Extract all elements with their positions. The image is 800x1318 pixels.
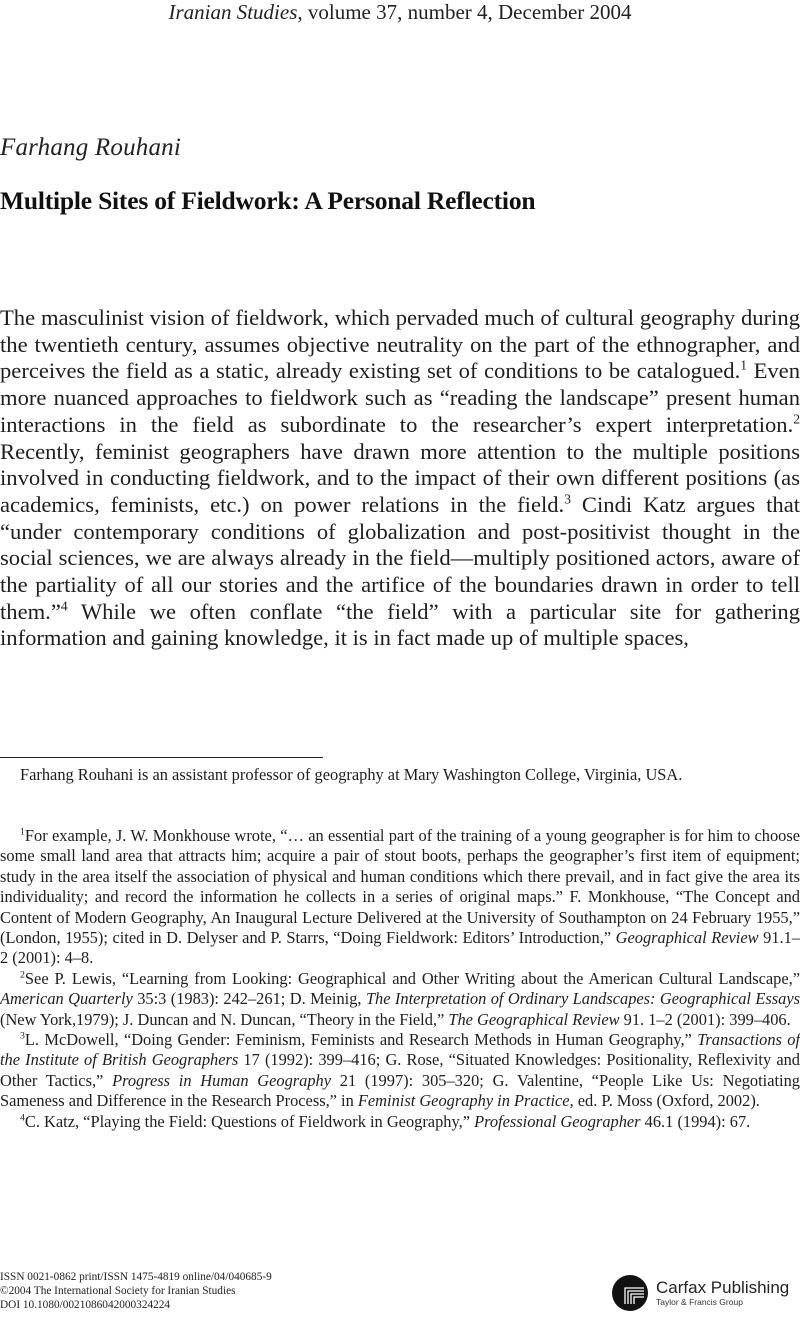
footnote-text: (New York,1979); J. Duncan and N. Duncan, “Theory in the Field,” [0, 1009, 449, 1029]
article-title: Multiple Sites of Fieldwork: A Personal Reflection [0, 186, 536, 215]
footnote-italic: Transactions of the Institute of British Geographers [0, 1030, 800, 1070]
journal-name: Iranian Studies [168, 0, 298, 24]
footnote-2 [0, 969, 800, 1030]
footnote-italic: Geographical Review [615, 928, 759, 948]
affiliation-text: Farhang Rouhani is an assistant professor of geography at Mary Washington College, Virginia, USA. [20, 765, 683, 784]
body-text [0, 305, 800, 652]
colophon [0, 1271, 272, 1312]
footnote-text: 21 (1997): 305–320; G. Valentine, “People Like Us: Negotiating Sameness and Difference in the Research Process,” in [0, 1070, 800, 1111]
footnote-italic: Progress in Human Geography [112, 1070, 332, 1090]
footnote-ref-1[interactable]: 1 [740, 357, 748, 373]
body-text-segment: Recently, feminist geographers have drawn more attention to the multiple positions involved in conducting fieldwork, and to the impact of their own different positions (as academics, feminists, etc.) on power relations in the field. [0, 438, 800, 517]
footnote-1 [0, 826, 800, 969]
doi-line: DOI 10.1080/0021086042000324224 [0, 1298, 171, 1311]
footnote-italic: American Quarterly [0, 989, 133, 1009]
footnote-number: 3 [20, 1030, 25, 1042]
footnote-text: For example, J. W. Monkhouse wrote, “… an essential part of the training of a young geographer is for him to choose some small land area that attracts him; acquire a pair of stout boots, perhaps the geographer’s first item of equipment; study in the area itself the association of physical and human conditions which there prevail, and in fact give the area its individuality; and record the information he collects in a series of original maps.” F. Monkhouse, “The Concept and Content of Modern Geography, An Inaugural Lecture Delivered at the University of Southampton on 24 February 1955,” (London, 1955); cited in D. Delyser and P. Starrs, “Doing Fieldwork: Editors’ Introduction,” [0, 826, 800, 948]
footnote-number: 1 [20, 826, 25, 838]
footnote-ref-2[interactable]: 2 [793, 411, 800, 427]
footnotes [0, 826, 800, 1132]
article-author: Farhang Rouhani [0, 134, 182, 161]
footnote-number: 4 [20, 1112, 25, 1124]
footnote-text: 91.1–2 (2001): 4–8. [0, 928, 800, 968]
body-paragraph [0, 305, 800, 652]
footnote-italic: Professional Geographer [474, 1111, 641, 1131]
footnote-ref-4[interactable]: 4 [60, 598, 68, 614]
issue-details: , volume 37, number 4, December 2004 [297, 0, 632, 24]
publisher-name: Carfax Publishing [656, 1278, 790, 1297]
body-text-segment: Even more nuanced approaches to fieldwork such as “reading the landscape” present human interactions in the field as subordinate to the researcher’s expert interpretation. [0, 358, 800, 437]
carfax-logo-icon [611, 1274, 649, 1312]
body-text-segment: The masculinist vision of fieldwork, which pervaded much of cultural geography during the twentieth century, assumes objective neutrality on the part of the ethnographer, and perceives the field as a static, already existing set of conditions to be catalogued. [0, 305, 800, 384]
author-affiliation-note [0, 765, 800, 785]
footnote-number: 2 [20, 969, 25, 981]
publisher-logo [611, 1271, 791, 1315]
footnote-text: 91. 1–2 (2001): 399–406. [619, 1009, 791, 1029]
issn-line: ISSN 0021-0862 print/ISSN 1475-4819 online/04/040685-9 [0, 1271, 272, 1283]
footnote-text: , ed. P. Moss (Oxford, 2002). [569, 1091, 760, 1111]
publisher-group: Taylor & Francis Group [656, 1297, 743, 1307]
copyright-line: ©2004 The International Society for Iranian Studies [0, 1284, 236, 1297]
running-head [0, 0, 800, 24]
footnote-italic: The Geographical Review [448, 1009, 620, 1029]
footnote-italic: The Interpretation of Ordinary Landscapes: Geographical Essays [365, 989, 800, 1009]
footnote-text: See P. Lewis, “Learning from Looking: Geographical and Other Writing about the American Cultural Landscape,” [24, 968, 800, 988]
footnote-ref-3[interactable]: 3 [564, 491, 571, 507]
footnote-text: 35:3 (1983): 242–261; D. Meinig, [132, 989, 366, 1009]
footnote-text: C. Katz, “Playing the Field: Questions of Fieldwork in Geography,” [24, 1111, 475, 1131]
footnote-divider [0, 757, 323, 758]
footnote-3 [0, 1030, 800, 1112]
body-text-segment: While we often conflate “the field” with a particular site for gathering information and gaining knowledge, it is in fact made up of multiple spaces, [0, 598, 800, 651]
footnote-text: L. McDowell, “Doing Gender: Feminism, Feminists and Research Methods in Human Geography,” [24, 1030, 698, 1050]
body-text-segment: Cindi Katz argues that “under contemporary conditions of globalization and post-positivist thought in the social sciences, we are always already in the field—multiply positioned actors, aware of the partiality of all our stories and the artifice of the boundaries drawn in order to tell them.” [0, 491, 800, 624]
footnote-4 [0, 1112, 800, 1132]
footnote-text: 17 (1992): 399–416; G. Rose, “Situated Knowledges: Positionality, Reflexivity and Other Tactics,” [0, 1050, 800, 1090]
footnote-text: 46.1 (1994): 67. [640, 1111, 751, 1131]
footnote-italic: Feminist Geography in Practice [357, 1091, 570, 1111]
